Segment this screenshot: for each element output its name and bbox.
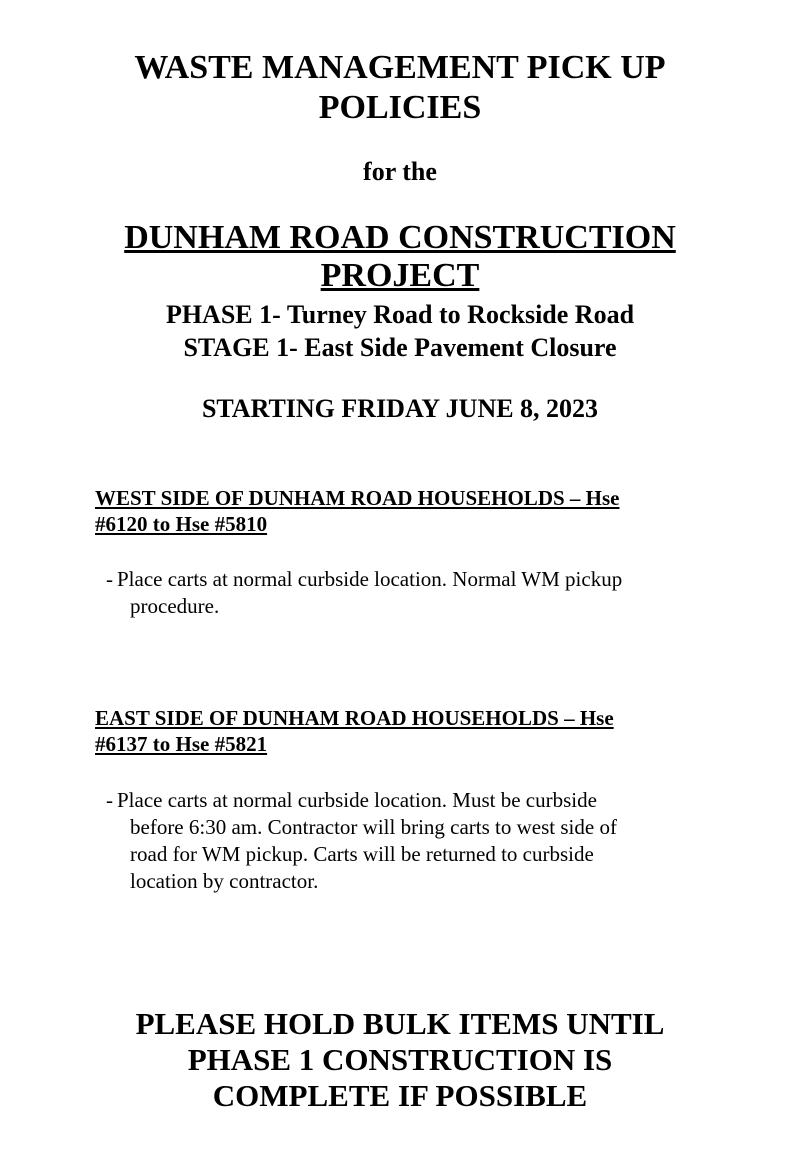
- east-side-heading: [95, 705, 715, 757]
- west-instruction-line2: procedure.: [130, 594, 220, 618]
- start-date: STARTING FRIDAY JUNE 8, 2023: [201, 394, 599, 423]
- west-side-instructions: [106, 566, 726, 620]
- east-heading-line2: #6137 to Hse #5821: [95, 732, 268, 756]
- east-instruction-line1: [106, 787, 726, 814]
- for-the-text: for the: [363, 157, 437, 186]
- east-instruction-line3: road for WM pickup. Carts will be returned to curbside: [130, 842, 594, 866]
- west-heading-line2: #6120 to Hse #5810: [95, 512, 268, 536]
- west-dash: -: [106, 567, 113, 591]
- project-title: [0, 219, 800, 295]
- closing-line1: PLEASE HOLD BULK ITEMS UNTIL: [135, 1006, 665, 1041]
- east-heading-line1: EAST SIDE OF DUNHAM ROAD HOUSEHOLDS – Hse: [95, 706, 614, 730]
- west-instruction-text1: Place carts at normal curbside location. Normal WM pickup: [117, 567, 623, 591]
- stage-text: STAGE 1- East Side Pavement Closure: [183, 333, 617, 362]
- east-instruction-line2: before 6:30 am. Contractor will bring carts to west side of: [130, 815, 617, 839]
- closing-notice: [0, 1006, 800, 1114]
- closing-line2: PHASE 1 CONSTRUCTION IS: [187, 1042, 613, 1077]
- project-title-line1: DUNHAM ROAD CONSTRUCTION: [124, 219, 676, 256]
- phase-block: [0, 298, 800, 364]
- phase-text: PHASE 1- Turney Road to Rockside Road: [165, 300, 635, 329]
- east-instruction-line4: location by contractor.: [130, 869, 319, 893]
- closing-line3: COMPLETE IF POSSIBLE: [212, 1078, 588, 1113]
- west-heading-line1: WEST SIDE OF DUNHAM ROAD HOUSEHOLDS – Hse: [95, 486, 620, 510]
- west-side-heading: [95, 485, 715, 537]
- east-side-instructions: [106, 787, 726, 895]
- notice-title-line2: POLICIES: [318, 89, 482, 126]
- east-dash: -: [106, 788, 113, 812]
- east-instruction-text1: Place carts at normal curbside location. Must be curbside: [117, 788, 597, 812]
- project-title-line2: PROJECT: [320, 257, 480, 294]
- west-instruction-line1: [106, 566, 726, 593]
- notice-title-line1: WASTE MANAGEMENT PICK UP: [134, 49, 666, 86]
- notice-title: [0, 48, 800, 128]
